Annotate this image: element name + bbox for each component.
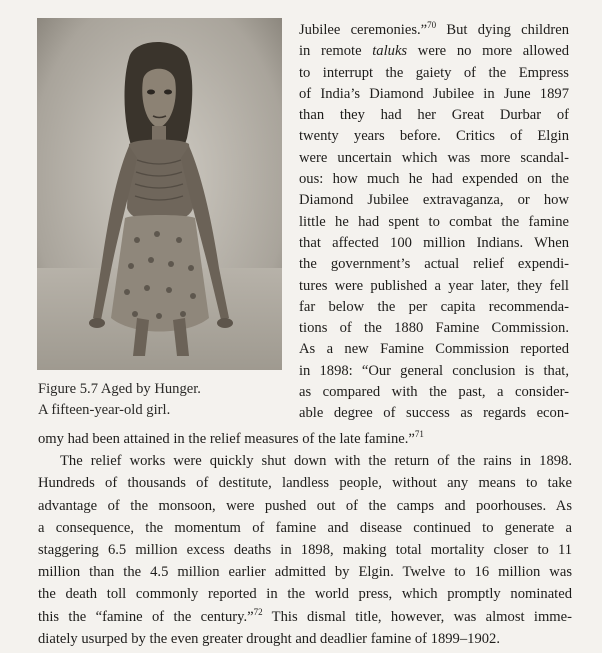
right-column-text bbox=[299, 20, 569, 425]
text-line: to interrupt the gaiety of the Empress bbox=[299, 64, 569, 81]
text-line: twenty years before. Critics of Elgin bbox=[299, 128, 569, 145]
text-line: the death toll commonly reported in the world press, which promptly nominated bbox=[38, 586, 572, 603]
caption-line-1: Figure 5.7 Aged by Hunger. bbox=[38, 381, 201, 397]
full-width-text bbox=[38, 428, 572, 650]
text-line: tures were published a year later, they fell bbox=[299, 277, 569, 294]
text-line: that affected 100 million Indians. When bbox=[299, 234, 569, 251]
text-line: Hundreds of thousands of destitute, landless people, without any means to take bbox=[38, 475, 572, 492]
text-line: advantage of the monsoon, were pushed out of the camps and poorhouses. As bbox=[38, 497, 572, 514]
figure-caption bbox=[38, 379, 278, 422]
text-line: the government’s actual relief expendi- bbox=[299, 256, 569, 273]
text-line: than they had her Great Durbar of bbox=[299, 107, 569, 124]
text-line: this the “famine of the century.”$^{72}$ This dismal title, however, was almost imme- bbox=[38, 606, 572, 625]
caption-line-2: A fifteen-year-old girl. bbox=[38, 402, 171, 419]
text-line: Diamond Jubilee extravaganza, or how bbox=[299, 192, 569, 209]
text-line: staggering 6.5 million excess deaths in 1898, making total mortality closer to 11 bbox=[38, 541, 572, 558]
famine-photograph bbox=[37, 18, 282, 370]
text-line: diately usurped by the even greater drought and deadlier famine of 1899–1902. bbox=[38, 630, 500, 647]
text-line: were uncertain which was more scandal- bbox=[299, 149, 569, 166]
paragraph-start-line: The relief works were quickly shut down with the return of the rains in 1898. bbox=[60, 453, 572, 470]
text-line: Jubilee ceremonies.”$^{70}$ But dying children bbox=[299, 20, 570, 38]
text-line: in remote taluks were no more allowed bbox=[299, 43, 569, 60]
text-line: little he had spent to combat the famine bbox=[299, 213, 569, 230]
text-line: omy had been attained in the relief measures of the late famine.”$^{71}$ bbox=[38, 429, 424, 447]
text-line: tions of the 1880 Famine Commission. bbox=[299, 320, 569, 337]
text-line: of India’s Diamond Jubilee in June 1897 bbox=[299, 85, 569, 102]
text-line: million than the 4.5 million earlier admitted by Elgin. Twelve to 16 million was bbox=[38, 564, 572, 581]
text-line: far below the per capita recommenda- bbox=[299, 298, 569, 315]
photo-image bbox=[37, 18, 282, 370]
text-line: as compared with the past, a consider- bbox=[299, 384, 569, 401]
text-line: in 1898: “Our general conclusion is that, bbox=[299, 362, 569, 379]
text-line: able degree of success as regards econ- bbox=[299, 405, 569, 422]
text-line: ous: how much he had expended on the bbox=[299, 171, 569, 188]
text-line: As a new Famine Commission reported bbox=[299, 341, 569, 358]
text-line: a consequence, the momentum of famine and disease continued to generate a bbox=[38, 519, 572, 536]
